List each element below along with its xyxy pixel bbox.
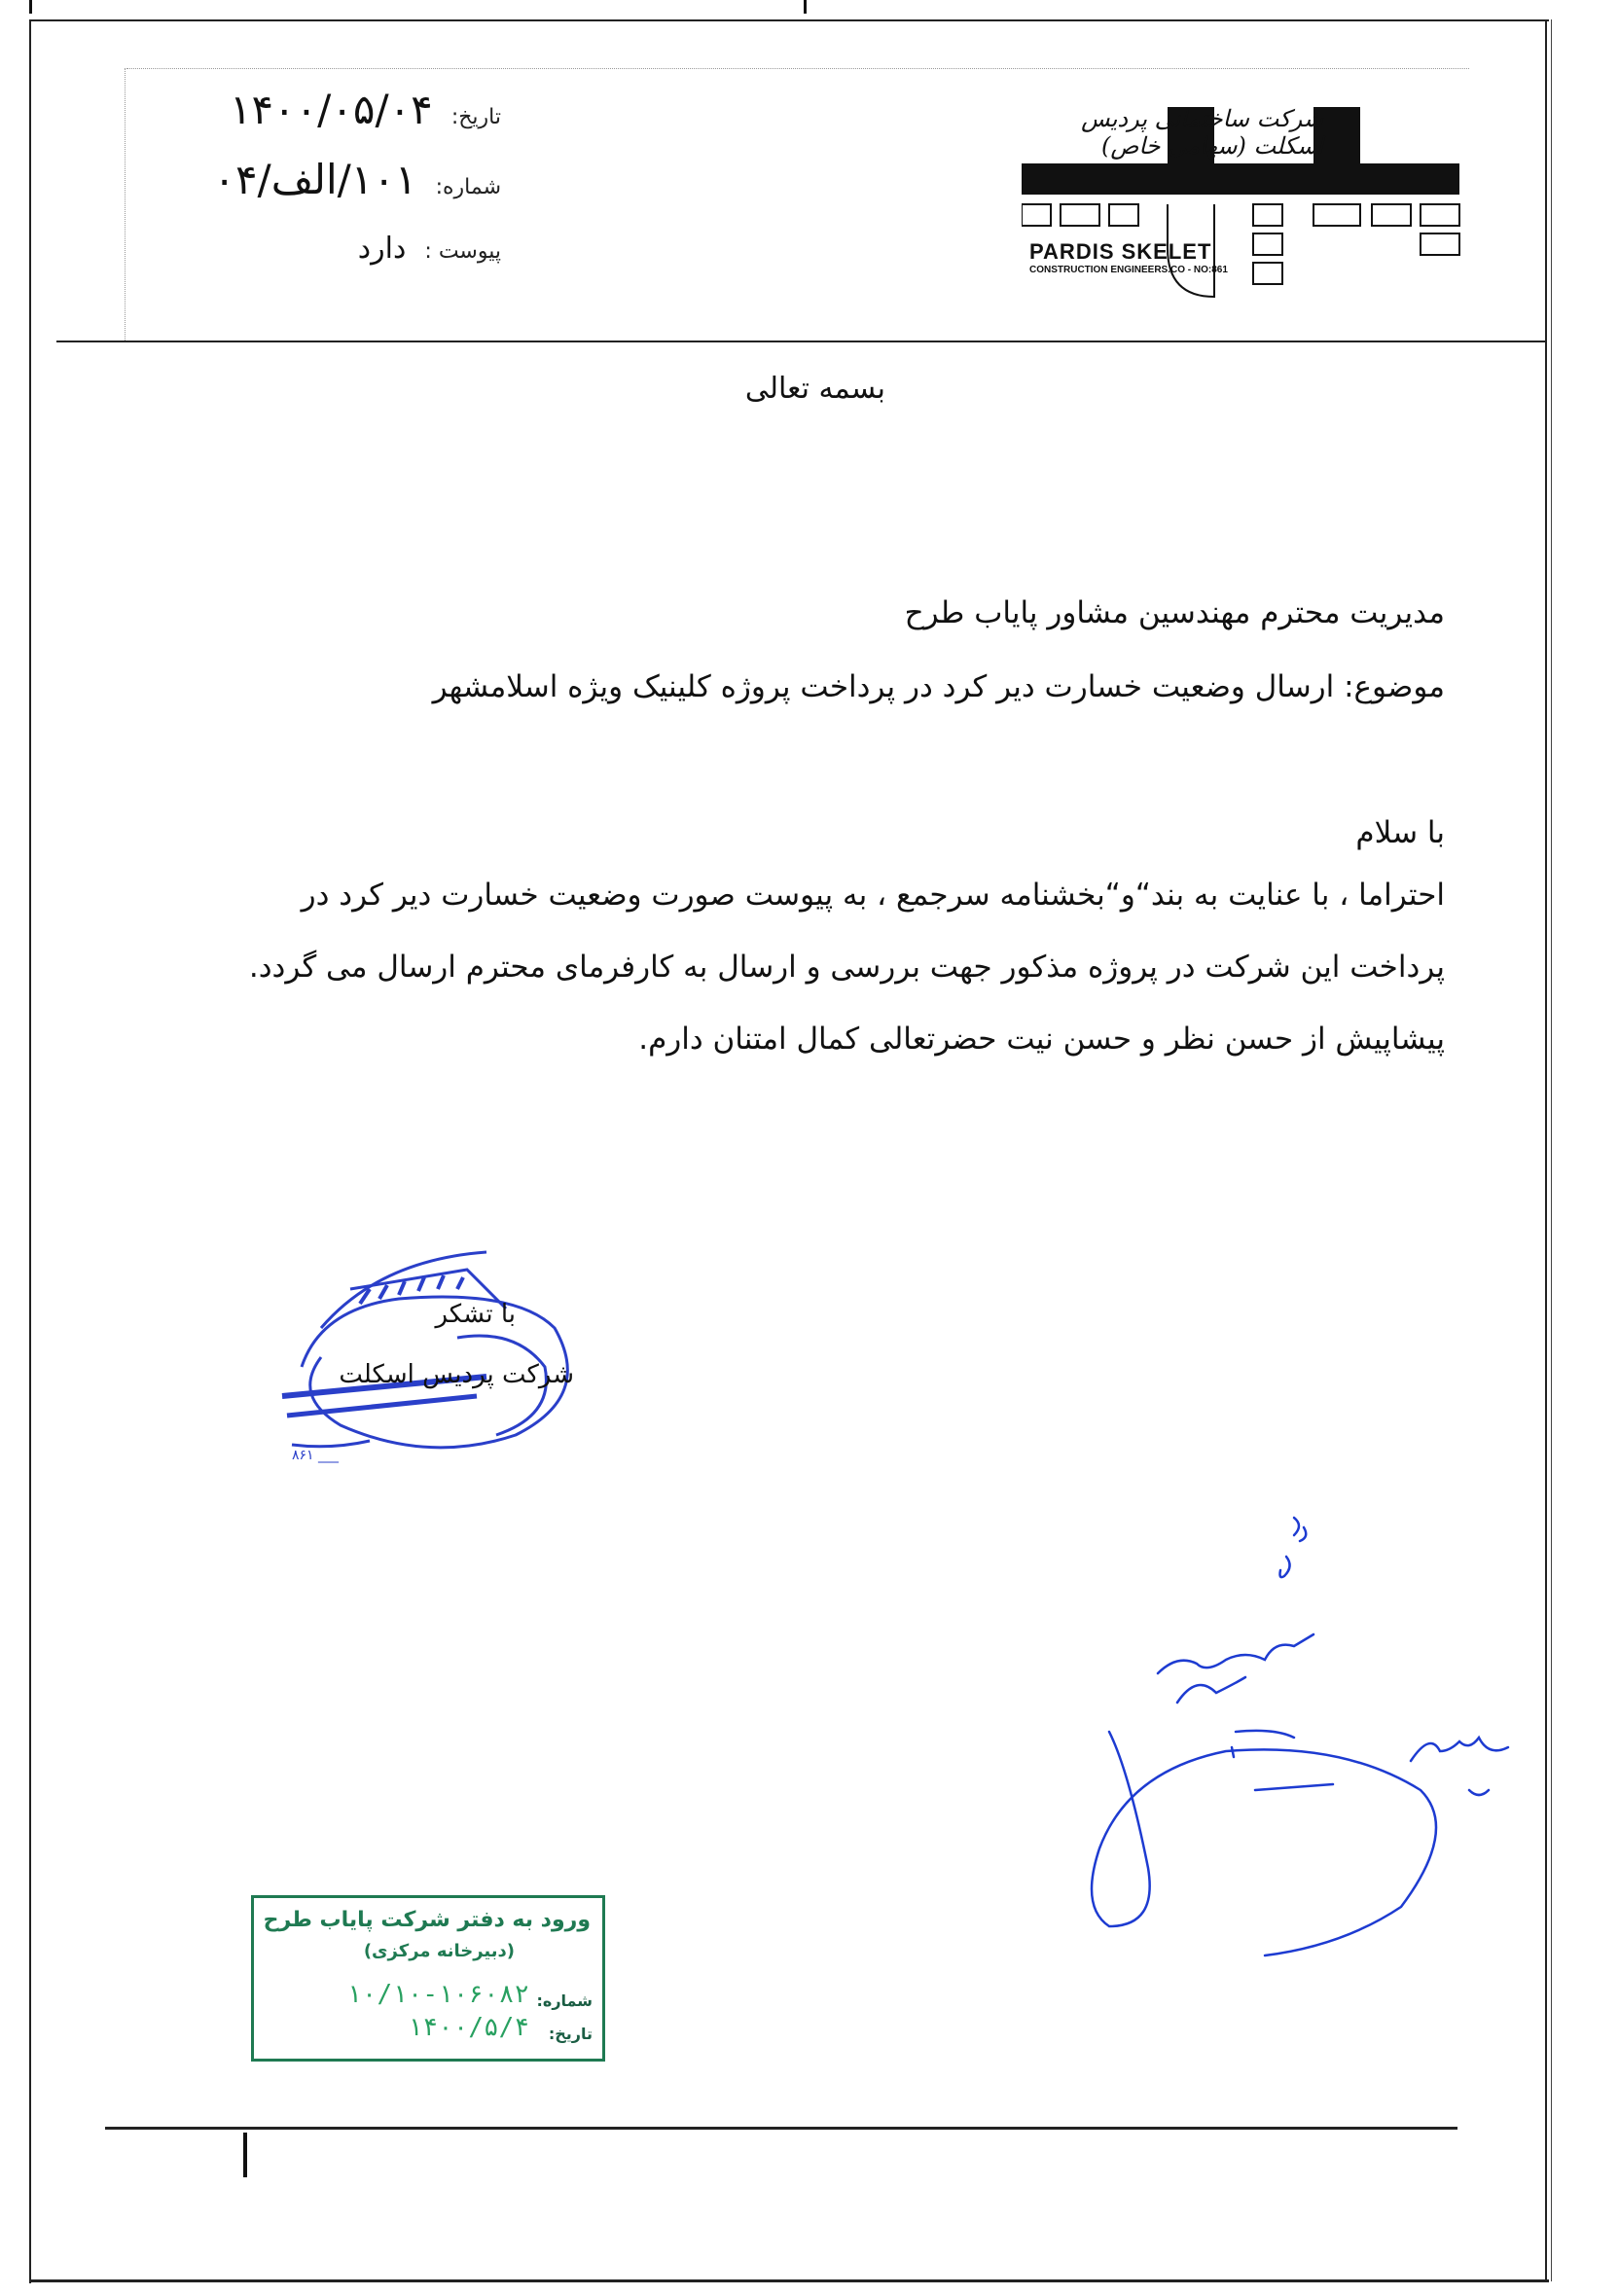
body-line: پرداخت این شرکت در پروژه مذکور جهت بررسی و ارسال به کارفرمای محترم ارسال می گردد. — [248, 950, 1445, 985]
company-name-fa: شرکت ساختمانی پردیس اسکلت (سهامی خاص) — [1081, 105, 1323, 160]
footer-mark — [243, 2133, 247, 2177]
company-reg-line: CONSTRUCTION ENGINEERS.CO - NO:861 — [1029, 265, 1228, 275]
signature-name: شرکت پردیس اسکلت — [339, 1360, 574, 1389]
page-edge-bottom — [29, 2279, 1549, 2282]
header-guide — [126, 68, 1469, 69]
entry-stamp-subtitle: (دبیرخانه مرکزی) — [363, 1941, 515, 1961]
company-name-en: PARDIS SKELET — [1029, 239, 1212, 264]
header-guide — [125, 68, 126, 341]
entry-number-label: شماره: — [536, 1991, 593, 2010]
scan-mark — [29, 0, 32, 14]
entry-date-value: ۱۴۰۰/۵/۴ — [407, 2013, 529, 2042]
header-divider — [56, 341, 1545, 342]
svg-text:۸۶۱ ___: ۸۶۱ ___ — [292, 1448, 340, 1463]
recipient-line: مدیریت محترم مهندسین مشاور پایاب طرح — [904, 595, 1445, 630]
footer-divider — [105, 2127, 1457, 2130]
date-label: تاریخ: — [450, 105, 501, 129]
attachment-row — [199, 232, 501, 266]
invocation: بسمه تعالی — [744, 372, 885, 406]
greeting: با سلام — [1355, 815, 1445, 850]
subject-line: موضوع: ارسال وضعیت خسارت دیر کرد در پرداخت پروژه کلینیک ویژه اسلامشهر — [432, 669, 1445, 704]
closing: با تشکر — [435, 1300, 516, 1329]
handwritten-note — [1061, 1498, 1547, 2004]
entry-date-label: تاریخ: — [548, 2025, 593, 2043]
date-row — [199, 86, 501, 133]
number-value: ۱۰۱/الف/۰۴ — [213, 156, 417, 203]
entry-stamp-title: ورود به دفتر شرکت پایاب طرح — [263, 1908, 591, 1932]
body-line: احتراما ، با عنایت به بند“و“بخشنامه سرجمع ، به پیوست صورت وضعیت خسارت دیر کرد در — [301, 878, 1445, 913]
body-line: پیشاپیش از حسن نظر و حسن نیت حضرتعالی کمال امتنان دارم. — [638, 1022, 1445, 1057]
entry-number-value: ۱۰/۱۰-۱۰۶۰۸۲ — [346, 1980, 529, 2009]
number-row — [199, 156, 501, 203]
entry-stamp — [251, 1895, 605, 2062]
attachment-label: پیوست : — [424, 239, 501, 264]
date-value: ۱۴۰۰/۰۵/۰۴ — [229, 86, 433, 133]
number-label: شماره: — [435, 175, 501, 199]
scan-mark — [804, 0, 807, 14]
attachment-value: دارد — [357, 232, 407, 266]
